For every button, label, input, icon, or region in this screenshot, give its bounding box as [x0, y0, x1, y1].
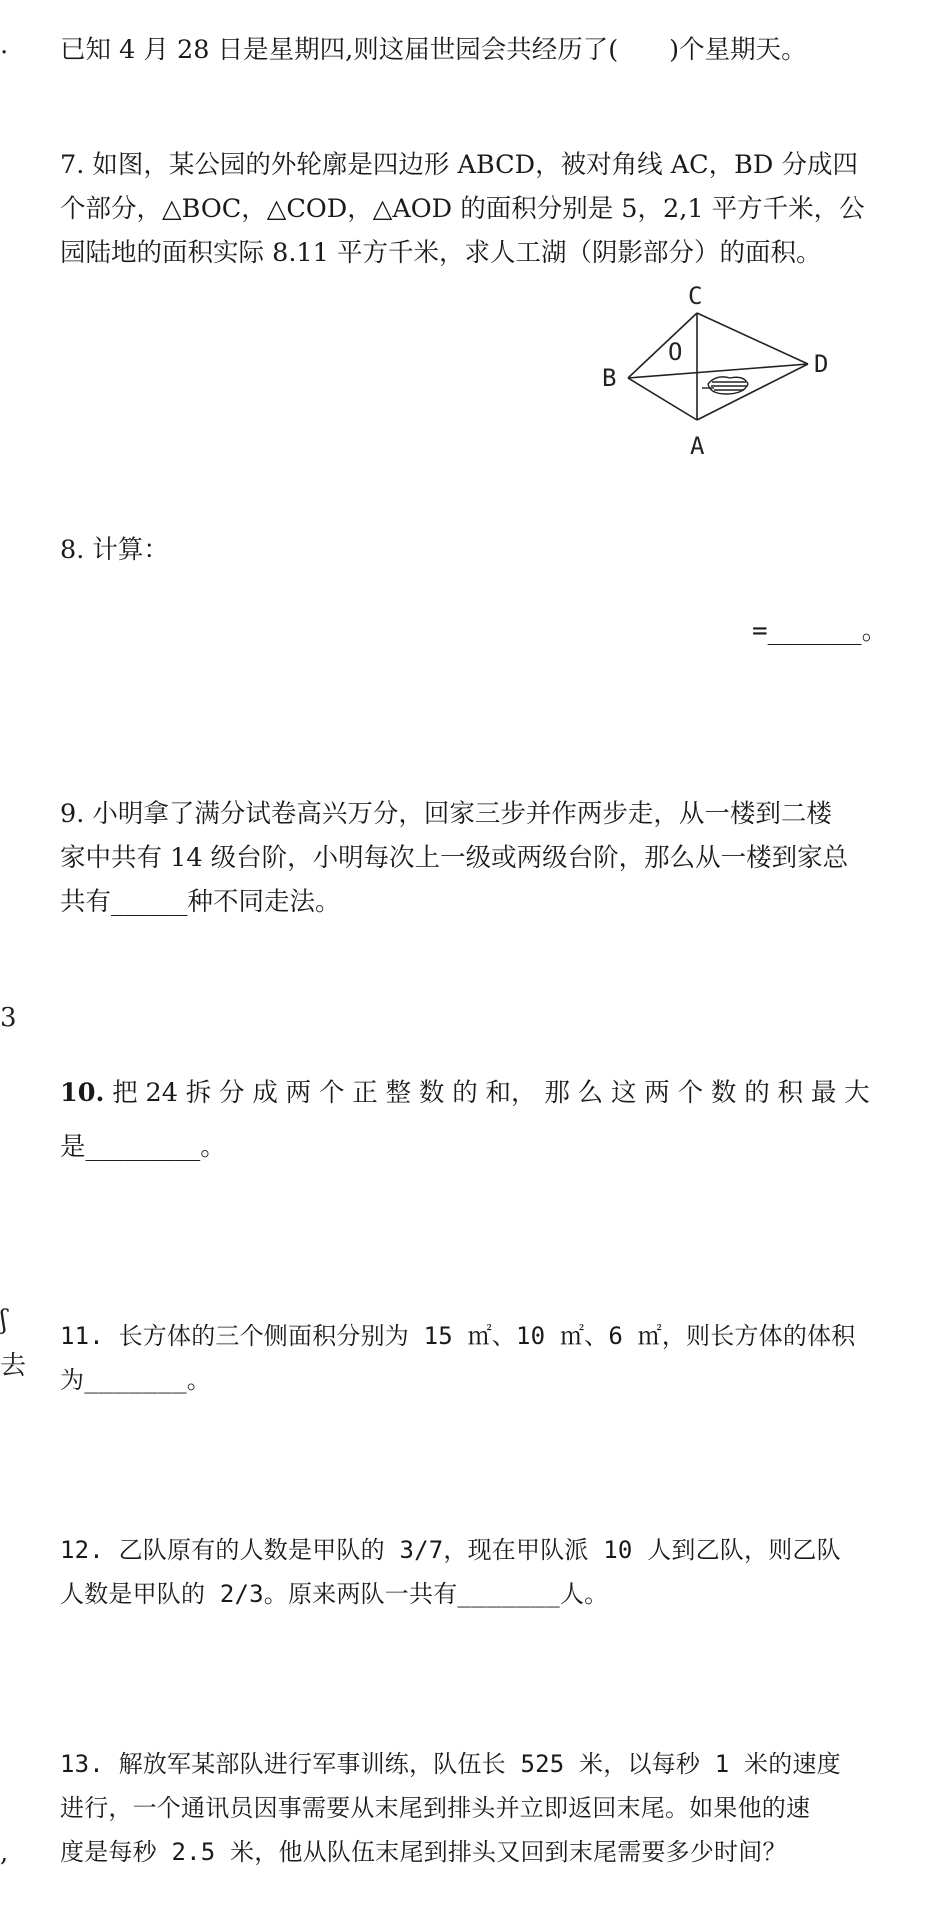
question-9-line: 共有______种不同走法。 — [60, 887, 341, 917]
question-7-line: 个部分，△BOC，△COD，△AOD 的面积分别是 5，2,1 平方千米，公 — [60, 194, 865, 224]
edge-mark: . — [0, 30, 9, 60]
vertex-label-d: D — [814, 350, 829, 378]
question-10-token: 正 — [352, 1078, 378, 1108]
question-10-token: 24 — [145, 1078, 178, 1108]
vertex-label-b: B — [602, 364, 617, 392]
question-8-answer-blank: =______。 — [752, 616, 888, 646]
question-10-token: 的 — [744, 1078, 770, 1108]
question-7-line: 园陆地的面积实际 8.11 平方千米，求人工湖（阴影部分）的面积。 — [60, 238, 822, 268]
side-ab — [628, 378, 697, 420]
side-bc — [628, 313, 697, 378]
question-10-token: 个 — [318, 1078, 345, 1108]
edge-mark: , — [0, 1838, 9, 1868]
edge-mark: 3 — [0, 1003, 17, 1033]
question-13 — [60, 1742, 870, 1874]
question-10-token: 两 — [644, 1078, 670, 1108]
question-10-token: 数 — [418, 1078, 445, 1108]
lake-shading — [702, 377, 748, 394]
question-10-token: 拆 — [185, 1078, 212, 1108]
question-10-token: 个 — [677, 1078, 704, 1108]
edge-mark: ʃ — [0, 1305, 8, 1335]
question-12-line: 人数是甲队的 2/3。原来两队一共有_______人。 — [60, 1580, 609, 1608]
question-7-line: 7. 如图，某公园的外轮廓是四边形 ABCD，被对角线 AC，BD 分成四 — [60, 150, 858, 180]
question-10-token: 最 — [810, 1078, 837, 1108]
diagonal-bd — [628, 364, 808, 378]
question-11-line: 11. 长方体的三个侧面积分别为 15 ㎡、10 ㎡、6 ㎡，则长方体的体积 — [60, 1322, 856, 1350]
question-10-token: 成 — [252, 1078, 278, 1108]
question-9-line: 9. 小明拿了满分试卷高兴万分，回家三步并作两步走，从一楼到二楼 — [60, 799, 832, 829]
question-13-line: 度是每秒 2.5 米，他从队伍末尾到排头又回到末尾需要多少时间？ — [60, 1838, 787, 1866]
question-10-token: 积 — [777, 1078, 804, 1108]
question-10-token: 和， — [485, 1078, 537, 1108]
question-12 — [60, 1528, 870, 1616]
question-10-token: 这 — [610, 1078, 637, 1108]
edge-mark: 去 — [0, 1351, 27, 1381]
question-6 — [60, 28, 870, 72]
question-11 — [60, 1314, 870, 1402]
question-10 — [60, 1066, 870, 1174]
question-10-token: 两 — [285, 1078, 312, 1108]
question-10-token: 那 — [544, 1078, 570, 1108]
vertex-label-c: C — [688, 282, 703, 310]
question-10-token: 的 — [452, 1078, 478, 1108]
quadrilateral-figure — [598, 282, 864, 462]
side-cd — [697, 313, 808, 364]
question-11-line: 为_______。 — [60, 1366, 211, 1394]
question-9-line: 家中共有 14 级台阶，小明每次上一级或两级台阶，那么从一楼到家总 — [60, 843, 849, 873]
question-8 — [60, 528, 870, 572]
question-9 — [60, 792, 870, 924]
question-10-token: 大 — [844, 1078, 870, 1108]
question-10-token: 整 — [385, 1078, 412, 1108]
question-10-token: 10. — [60, 1078, 105, 1108]
question-8-label: 8. 计算： — [60, 535, 169, 565]
question-7 — [60, 143, 870, 275]
question-10-token: 把 — [112, 1078, 138, 1108]
question-10-line-1 — [60, 1066, 870, 1120]
question-13-line: 13. 解放军某部队进行军事训练，队伍长 525 米，以每秒 1 米的速度 — [60, 1750, 841, 1778]
center-label-o: O — [668, 338, 683, 366]
question-10-line-2: 是_________。 — [60, 1132, 226, 1162]
question-13-line: 进行，一个通讯员因事需要从末尾到排头并立即返回末尾。如果他的速 — [60, 1794, 811, 1822]
question-12-line: 12. 乙队原有的人数是甲队的 3/7，现在甲队派 10 人到乙队，则乙队 — [60, 1536, 841, 1564]
question-10-token: 么 — [577, 1078, 604, 1108]
question-10-token: 分 — [219, 1078, 245, 1108]
vertex-label-a: A — [690, 432, 705, 460]
question-6-text: 已知 4 月 28 日是星期四,则这届世园会共经历了( )个星期天。 — [60, 35, 807, 65]
question-10-token: 数 — [710, 1078, 737, 1108]
